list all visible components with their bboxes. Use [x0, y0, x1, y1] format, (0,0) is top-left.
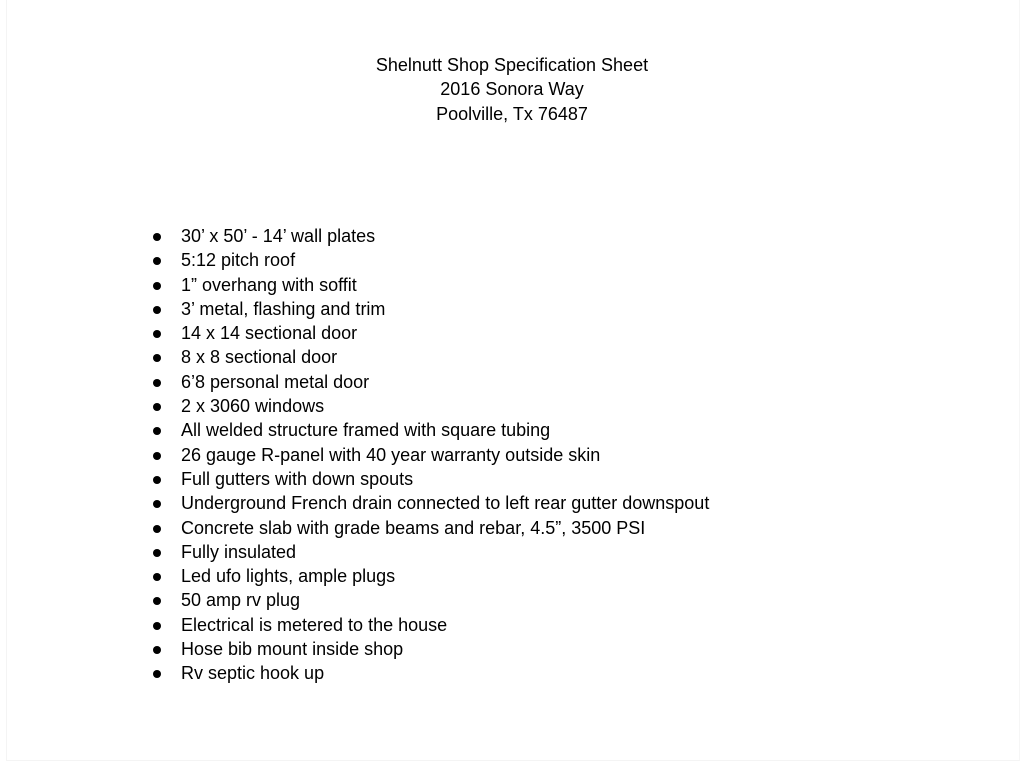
- bullet-icon: [153, 525, 161, 533]
- bullet-icon: [153, 354, 161, 362]
- list-item: Full gutters with down spouts: [150, 467, 709, 491]
- bullet-icon: [153, 379, 161, 387]
- address-line-1: 2016 Sonora Way: [440, 79, 584, 100]
- list-item: 50 amp rv plug: [150, 588, 709, 612]
- bullet-icon: [153, 257, 161, 265]
- specification-list: [150, 224, 709, 686]
- bullet-icon: [153, 403, 161, 411]
- list-item: 8 x 8 sectional door: [150, 345, 709, 369]
- bullet-icon: [153, 306, 161, 314]
- document-header: [0, 53, 1024, 126]
- list-item: 3’ metal, flashing and trim: [150, 297, 709, 321]
- bullet-icon: [153, 573, 161, 581]
- list-item: Hose bib mount inside shop: [150, 637, 709, 661]
- list-item: Concrete slab with grade beams and rebar, 4.5”, 3500 PSI: [150, 516, 709, 540]
- list-item: 5:12 pitch roof: [150, 248, 709, 272]
- list-item: Rv septic hook up: [150, 661, 709, 685]
- bullet-icon: [153, 476, 161, 484]
- bullet-icon: [153, 646, 161, 654]
- bullet-icon: [153, 500, 161, 508]
- list-item: 6’8 personal metal door: [150, 370, 709, 394]
- list-item: Fully insulated: [150, 540, 709, 564]
- list-item: Led ufo lights, ample plugs: [150, 564, 709, 588]
- list-item: 14 x 14 sectional door: [150, 321, 709, 345]
- document-title: Shelnutt Shop Specification Sheet: [375, 55, 649, 75]
- list-item: Underground French drain connected to left rear gutter downspout: [150, 491, 709, 515]
- bullet-icon: [153, 452, 161, 460]
- bullet-icon: [153, 597, 161, 605]
- list-item: 26 gauge R-panel with 40 year warranty outside skin: [150, 443, 709, 467]
- list-item: Electrical is metered to the house: [150, 613, 709, 637]
- bullet-icon: [153, 622, 161, 630]
- bullet-icon: [153, 549, 161, 557]
- list-item: 1” overhang with soffit: [150, 273, 709, 297]
- list-item: 2 x 3060 windows: [150, 394, 709, 418]
- bullet-icon: [153, 330, 161, 338]
- list-item: 30’ x 50’ - 14’ wall plates: [150, 224, 709, 248]
- address-line-2: Poolville, Tx 76487: [436, 103, 588, 124]
- list-item: All welded structure framed with square tubing: [150, 418, 709, 442]
- bullet-icon: [153, 282, 161, 290]
- bullet-icon: [153, 427, 161, 435]
- bullet-icon: [153, 233, 161, 241]
- bullet-icon: [153, 670, 161, 678]
